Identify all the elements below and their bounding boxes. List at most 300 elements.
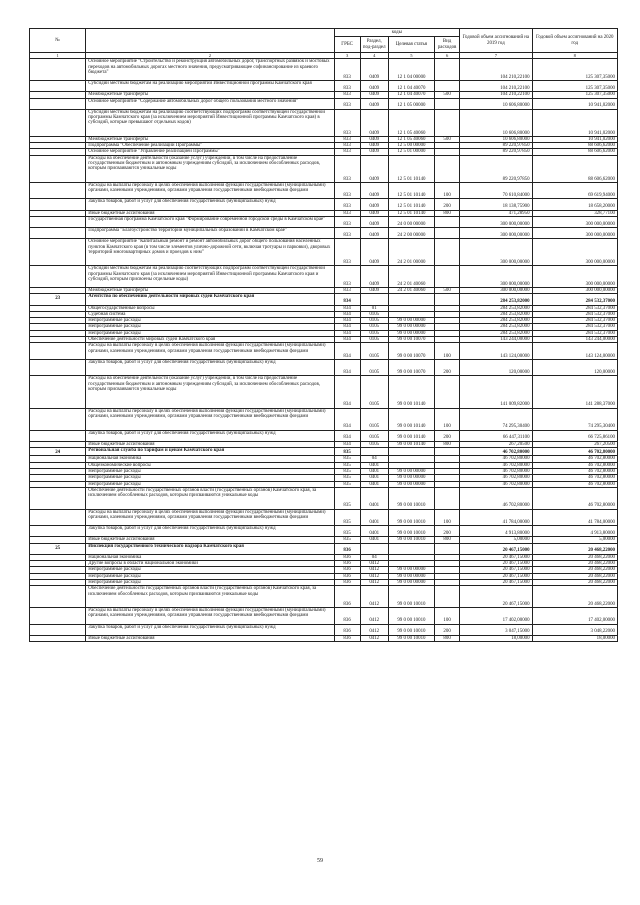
row-vol2019: 89 220,97850 <box>460 155 532 182</box>
row-vol2019: 471,28950 <box>460 210 532 216</box>
row-razdel: 0409 <box>360 143 388 149</box>
row-grbs: 836 <box>334 579 360 585</box>
row-vid: 200 <box>435 199 460 210</box>
row-razdel: 0105 <box>360 408 388 430</box>
table-row <box>30 408 618 430</box>
row-csr: 99 0 00 10140 <box>388 408 434 430</box>
row-csr: 24 0 00 00000 <box>388 216 434 227</box>
row-vol2020: 267,20500 <box>532 441 617 447</box>
row-name: Непрограммные расходы <box>86 579 334 585</box>
row-vol2020: 46 702,80000 <box>532 448 617 456</box>
row-vid <box>435 239 460 266</box>
row-grbs: 835 <box>334 481 360 487</box>
row-razdel: 0409 <box>360 136 388 142</box>
row-csr: 99 0 00 10140 <box>388 376 434 408</box>
table-row <box>30 376 618 408</box>
row-index <box>30 98 86 109</box>
header-num: № <box>30 29 86 53</box>
row-name: Национальная экономика <box>86 456 334 462</box>
budget-table <box>29 28 618 642</box>
row-csr: 99 0 00 10010 <box>388 537 434 543</box>
row-vid <box>435 109 460 136</box>
table-row <box>30 155 618 182</box>
row-vid <box>435 59 460 81</box>
row-razdel: 0401 <box>360 537 388 543</box>
row-vid <box>435 376 460 408</box>
row-razdel: 0105 <box>360 441 388 447</box>
row-vol2019: 284 253,82000 <box>460 294 532 305</box>
row-razdel: 0412 <box>360 586 388 608</box>
row-vid: 800 <box>435 635 460 641</box>
row-csr: 24 2 01 40060 <box>388 266 434 288</box>
row-name: Иные бюджетные ассигнования <box>86 210 334 216</box>
row-vol2019: 300 000,00000 <box>460 228 532 239</box>
row-razdel: 0105 <box>360 318 388 324</box>
row-razdel: 0409 <box>360 199 388 210</box>
row-grbs: 836 <box>334 573 360 579</box>
table-row <box>30 448 618 456</box>
row-razdel: 0409 <box>360 81 388 92</box>
row-razdel: 0409 <box>360 210 388 216</box>
row-vid: 100 <box>435 343 460 360</box>
row-vol2019: 300 000,00000 <box>460 288 532 294</box>
row-csr <box>388 543 434 554</box>
row-vol2019: 120,00000 <box>460 359 532 376</box>
row-vol2020: 17 402,00000 <box>532 608 617 625</box>
row-name: Расходы на обеспечение деятельности (оказание услуг) учреждений, в том числе на предоставление государственным бюджетным и автономным учреждениям субсидий, за исключением обособленных расходов, которым присваиваются уникальные коды <box>86 376 334 408</box>
row-name: Агентство по обеспечению деятельности мировых судей Камчатского края <box>86 294 334 305</box>
row-vol2019: 267,20500 <box>460 441 532 447</box>
row-vol2020: 143 244,00000 <box>532 337 617 343</box>
row-index: 25 <box>30 543 86 554</box>
row-razdel: 0412 <box>360 573 388 579</box>
row-name: Обеспечение деятельности государственных органов власти (государственных органов) Камчатского края, за исключением обособленных расходов, которым присваиваются уникальные коды <box>86 586 334 608</box>
row-name: Национальная экономика <box>86 554 334 560</box>
row-razdel: 0409 <box>360 109 388 136</box>
row-grbs: 836 <box>334 635 360 641</box>
row-razdel: 04 <box>360 554 388 560</box>
row-csr: 99 0 00 10140 <box>388 441 434 447</box>
row-grbs: 833 <box>334 98 360 109</box>
row-razdel: 0409 <box>360 98 388 109</box>
row-csr: 12 5 01 10140 <box>388 210 434 216</box>
row-vid <box>435 266 460 288</box>
row-vol2020: 20 468,22000 <box>532 543 617 554</box>
row-index <box>30 487 86 509</box>
col-num-1: 1 <box>30 53 86 59</box>
row-index <box>30 359 86 376</box>
row-grbs: 835 <box>334 537 360 543</box>
row-csr: 24 2 00 00000 <box>388 228 434 239</box>
row-vol2020: 284 532,37000 <box>532 294 617 305</box>
row-name: Обеспечение деятельности государственных органов власти (государственных органов) Камчатского края, за исключением обособленных расходов, которым присваиваются уникальные коды <box>86 487 334 509</box>
col-num-7: 7 <box>460 53 532 59</box>
table-row <box>30 608 618 625</box>
row-vol2020: 5,00000 <box>532 537 617 543</box>
row-vol2020: 284 532,37000 <box>532 324 617 330</box>
row-name: Закупка товаров, работ и услуг для обеспечения государственных (муниципальных) нужд <box>86 624 334 635</box>
row-vol2019: 300 000,00000 <box>460 216 532 227</box>
table-row <box>30 266 618 288</box>
row-razdel: 0412 <box>360 624 388 635</box>
row-grbs: 834 <box>334 294 360 305</box>
row-csr: 99 0 00 10070 <box>388 337 434 343</box>
col-num-8: 8 <box>532 53 617 59</box>
row-vid <box>435 487 460 509</box>
row-grbs: 833 <box>334 228 360 239</box>
row-vid: 200 <box>435 624 460 635</box>
row-grbs: 834 <box>334 324 360 330</box>
table-row <box>30 430 618 441</box>
row-vol2020: 46 702,80000 <box>532 481 617 487</box>
row-vol2019: 20 467,15000 <box>460 561 532 567</box>
table-row <box>30 624 618 635</box>
row-csr: 12 5 01 10140 <box>388 155 434 182</box>
row-vol2020: 143 124,00000 <box>532 343 617 360</box>
row-name: Судебная система <box>86 311 334 317</box>
row-grbs: 833 <box>334 59 360 81</box>
row-vol2020: 88 606,62000 <box>532 149 617 155</box>
row-grbs: 834 <box>334 330 360 336</box>
row-vol2019: 3 047,15000 <box>460 624 532 635</box>
row-grbs: 834 <box>334 359 360 376</box>
row-vol2019: 20 467,15000 <box>460 567 532 573</box>
row-grbs: 836 <box>334 554 360 560</box>
row-razdel: 0105 <box>360 359 388 376</box>
row-index <box>30 216 86 227</box>
row-name: Закупка товаров, работ и услуг для обеспечения государственных (муниципальных) нужд <box>86 359 334 376</box>
table-row <box>30 509 618 526</box>
row-csr: 99 0 00 10010 <box>388 586 434 608</box>
row-name: Закупка товаров, работ и услуг для обеспечения государственных (муниципальных) нужд <box>86 430 334 441</box>
header-codes: коды <box>334 29 460 37</box>
row-vid <box>435 448 460 456</box>
row-vid: 100 <box>435 509 460 526</box>
row-grbs: 833 <box>334 210 360 216</box>
row-razdel: 0409 <box>360 92 388 98</box>
row-razdel: 0105 <box>360 376 388 408</box>
row-csr <box>388 448 434 456</box>
row-vid: 200 <box>435 430 460 441</box>
row-name: Инспекция государственного технического надзора Камчатского края <box>86 543 334 554</box>
row-vol2020: 88 606,62000 <box>532 155 617 182</box>
row-csr: 99 0 00 10010 <box>388 526 434 537</box>
row-index <box>30 586 86 608</box>
row-vol2019: 89 220,97850 <box>460 143 532 149</box>
table-row <box>30 359 618 376</box>
row-name: Общеэкономические вопросы <box>86 462 334 468</box>
row-grbs: 834 <box>334 430 360 441</box>
row-name: Непрограммные расходы <box>86 324 334 330</box>
row-vol2020: 20 468,22000 <box>532 567 617 573</box>
row-razdel: 0105 <box>360 337 388 343</box>
row-vol2019: 46 702,80000 <box>460 487 532 509</box>
row-razdel: 0401 <box>360 526 388 537</box>
row-vid: 500 <box>435 92 460 98</box>
row-vol2019: 17 402,00000 <box>460 608 532 625</box>
row-name: Субсидии местным бюджетам на реализацию мероприятий Инвестиционной программы Камчатского края <box>86 81 334 92</box>
row-csr: 99 0 00 10010 <box>388 608 434 625</box>
row-name: Подпрограмма "Обеспечение реализации Программы" <box>86 143 334 149</box>
row-vol2020: 125 307,35000 <box>532 81 617 92</box>
table-row <box>30 543 618 554</box>
table-body <box>30 59 618 642</box>
row-name: Подпрограмма "Благоустройство территорий муниципальных образований в Камчатском крае" <box>86 228 334 239</box>
row-vol2019: 18 138,75900 <box>460 199 532 210</box>
row-vid: 800 <box>435 537 460 543</box>
row-vol2019: 20 467,15000 <box>460 554 532 560</box>
row-vol2020: 300 000,00000 <box>532 216 617 227</box>
row-vid: 200 <box>435 359 460 376</box>
row-grbs: 835 <box>334 448 360 456</box>
row-index <box>30 343 86 360</box>
row-vol2019: 46 702,80000 <box>460 462 532 468</box>
table-row <box>30 586 618 608</box>
row-name: Межбюджетные трансферты <box>86 92 334 98</box>
row-name: Непрограммные расходы <box>86 468 334 474</box>
row-vol2019: 5,00000 <box>460 537 532 543</box>
row-csr: 12 5 01 10140 <box>388 182 434 199</box>
row-index <box>30 608 86 625</box>
row-grbs: 833 <box>334 199 360 210</box>
row-vid <box>435 81 460 92</box>
row-index <box>30 376 86 408</box>
row-razdel: 0412 <box>360 579 388 585</box>
row-name: Основное мероприятие "Капитальный ремонт и ремонт автомобильных дорог общего пользования населенных пунктов Камчатского края (в том числе элементов улично-дорожной сети, включая тротуары и парковки), дворовых территорий многоквартирных домов и проездов к ним" <box>86 239 334 266</box>
row-name: Расходы на выплаты персоналу в целях обеспечения выполнения функций государственными (муниципальными) органами, казенными учреждениями, органами управления государственными внебюджетными фондами <box>86 509 334 526</box>
row-vol2019: 284 253,82000 <box>460 318 532 324</box>
budget-table-sheet <box>29 28 618 642</box>
row-vol2020: 3 048,22000 <box>532 624 617 635</box>
row-vol2019: 66 447,31100 <box>460 430 532 441</box>
row-vol2020: 120,00000 <box>532 359 617 376</box>
row-name: Непрограммные расходы <box>86 475 334 481</box>
table-row <box>30 81 618 92</box>
row-vol2020: 74 295,30400 <box>532 408 617 430</box>
row-name: Государственная программа Камчатского края "Формирование современной городской среды в Камчатском крае" <box>86 216 334 227</box>
table-row <box>30 182 618 199</box>
row-vol2020: 300 000,00000 <box>532 228 617 239</box>
row-index <box>30 408 86 430</box>
row-grbs: 833 <box>334 92 360 98</box>
row-vol2019: 46 702,80000 <box>460 448 532 456</box>
row-razdel: 0412 <box>360 567 388 573</box>
row-vol2020: 300 000,00000 <box>532 288 617 294</box>
row-vol2020: 141 288,37000 <box>532 376 617 408</box>
row-vol2019: 104 210,22100 <box>460 81 532 92</box>
row-name: Непрограммные расходы <box>86 330 334 336</box>
row-index <box>30 635 86 641</box>
row-csr: 12 1 05 40060 <box>388 109 434 136</box>
row-grbs: 835 <box>334 475 360 481</box>
row-vol2020: 46 702,80000 <box>532 468 617 474</box>
header-vol2020: Годовой объем ассигнований на 2020 год <box>532 29 617 53</box>
row-vol2019: 4 913,80000 <box>460 526 532 537</box>
row-name: Основное мероприятие "Содержание автомобильных дорог общего пользования местного значения" <box>86 98 334 109</box>
row-vid <box>435 586 460 608</box>
col-num-4: 4 <box>360 53 388 59</box>
row-razdel <box>360 294 388 305</box>
col-num-3: 3 <box>334 53 360 59</box>
row-vol2019: 46 702,80000 <box>460 468 532 474</box>
row-vol2020: 20 468,22000 <box>532 573 617 579</box>
row-grbs: 836 <box>334 561 360 567</box>
row-grbs: 835 <box>334 456 360 462</box>
row-razdel: 0105 <box>360 324 388 330</box>
table-row <box>30 109 618 136</box>
row-vol2019: 46 702,80000 <box>460 475 532 481</box>
row-csr: 99 0 00 00000 <box>388 579 434 585</box>
row-razdel: 0409 <box>360 266 388 288</box>
row-name: Закупка товаров, работ и услуг для обеспечения государственных (муниципальных) нужд <box>86 526 334 537</box>
row-csr: 99 0 00 00000 <box>388 481 434 487</box>
row-index <box>30 228 86 239</box>
row-grbs: 833 <box>334 143 360 149</box>
row-csr: 99 0 00 00000 <box>388 324 434 330</box>
row-grbs: 834 <box>334 441 360 447</box>
row-csr: 12 1 04 00000 <box>388 59 434 81</box>
row-grbs: 835 <box>334 462 360 468</box>
row-index <box>30 239 86 266</box>
row-vid <box>435 294 460 305</box>
row-name: Иные бюджетные ассигнования <box>86 537 334 543</box>
row-name: Непрограммные расходы <box>86 318 334 324</box>
row-index <box>30 430 86 441</box>
header-grbs: ГРБС <box>334 37 360 53</box>
row-razdel <box>360 448 388 456</box>
row-name: Иные бюджетные ассигнования <box>86 441 334 447</box>
row-csr: 99 0 00 00000 <box>388 468 434 474</box>
row-csr: 99 0 00 10010 <box>388 635 434 641</box>
row-razdel: 0412 <box>360 635 388 641</box>
row-index <box>30 81 86 92</box>
row-index <box>30 526 86 537</box>
row-csr <box>388 294 434 305</box>
row-razdel: 04 <box>360 456 388 462</box>
row-vol2019: 104 210,22100 <box>460 92 532 98</box>
row-csr: 99 0 00 00000 <box>388 475 434 481</box>
row-index <box>30 182 86 199</box>
row-razdel: 0409 <box>360 59 388 81</box>
row-vol2019: 41 784,00000 <box>460 509 532 526</box>
row-csr: 12 1 04 40070 <box>388 81 434 92</box>
row-vol2020: 20 468,22000 <box>532 579 617 585</box>
row-name: Межбюджетные трансферты <box>86 288 334 294</box>
header-vid: Вид расходов <box>435 37 460 53</box>
row-grbs: 835 <box>334 526 360 537</box>
row-vol2020: 284 532,37000 <box>532 330 617 336</box>
row-name: Субсидии местным бюджетам на реализацию соответствующих подпрограмм соответствующей государственной программы Камчатского края (за исключением мероприятий Инвестиционной программы Камчатского края и субсидий, которым присвоены отдельные коды) <box>86 266 334 288</box>
table-row <box>30 199 618 210</box>
row-vid: 800 <box>435 210 460 216</box>
row-csr: 24 2 01 00000 <box>388 239 434 266</box>
row-csr: 99 0 00 00000 <box>388 567 434 573</box>
row-name: Непрограммные расходы <box>86 481 334 487</box>
row-csr: 99 0 00 10070 <box>388 343 434 360</box>
row-vol2019: 143 244,00000 <box>460 337 532 343</box>
row-vol2019: 300 000,00000 <box>460 239 532 266</box>
row-name: Расходы на выплаты персоналу в целях обеспечения выполнения функций государственными (муниципальными) органами, казенными учреждениями, органами управления государственными внебюджетными фондами <box>86 182 334 199</box>
row-razdel: 0401 <box>360 509 388 526</box>
row-name: Субсидии местным бюджетам на реализацию соответствующих подпрограмм соответствующей государственной программы Камчатского края (за исключением мероприятий Инвестиционной программы Камчатского края) в субсидий, которые превышают отдельных кодов) <box>86 109 334 136</box>
table-row <box>30 526 618 537</box>
row-grbs: 834 <box>334 408 360 430</box>
row-grbs: 834 <box>334 305 360 311</box>
row-vol2019: 20 467,15000 <box>460 586 532 608</box>
row-index <box>30 155 86 182</box>
row-vol2020: 20 468,22000 <box>532 561 617 567</box>
row-vid: 100 <box>435 408 460 430</box>
row-grbs: 836 <box>334 624 360 635</box>
row-csr: 99 0 00 10140 <box>388 430 434 441</box>
row-razdel: 0409 <box>360 239 388 266</box>
table-row <box>30 343 618 360</box>
row-grbs: 833 <box>334 81 360 92</box>
col-num-6: 6 <box>435 53 460 59</box>
row-name: Непрограммные расходы <box>86 567 334 573</box>
row-vol2019: 300 000,00000 <box>460 266 532 288</box>
row-vol2019: 284 253,82000 <box>460 311 532 317</box>
row-vol2020: 46 702,80000 <box>532 462 617 468</box>
row-vol2019: 10 606,80000 <box>460 98 532 109</box>
row-vol2020: 69 619,94000 <box>532 182 617 199</box>
row-name: Общегосударственные вопросы <box>86 305 334 311</box>
row-razdel: 0401 <box>360 475 388 481</box>
row-razdel: 01 <box>360 305 388 311</box>
row-vol2020: 284 532,37000 <box>532 305 617 311</box>
row-razdel: 0409 <box>360 288 388 294</box>
row-name: Иные бюджетные ассигнования <box>86 635 334 641</box>
row-grbs: 835 <box>334 468 360 474</box>
row-index <box>30 59 86 81</box>
row-grbs: 835 <box>334 509 360 526</box>
row-index <box>30 199 86 210</box>
col-num-2: 2 <box>86 53 334 59</box>
row-vol2020: 125 307,35000 <box>532 59 617 81</box>
header-csr: Целевая статья <box>388 37 434 53</box>
row-name: Обеспечение деятельности мировых судей Камчатского края <box>86 337 334 343</box>
row-vol2019: 284 253,82000 <box>460 324 532 330</box>
row-razdel: 0409 <box>360 228 388 239</box>
row-vol2020: 18,00000 <box>532 635 617 641</box>
row-vol2020: 10 941,02000 <box>532 98 617 109</box>
table-row <box>30 239 618 266</box>
row-razdel: 0401 <box>360 468 388 474</box>
row-vol2019: 18,00000 <box>460 635 532 641</box>
row-name: Непрограммные расходы <box>86 573 334 579</box>
row-grbs: 833 <box>334 288 360 294</box>
row-name: Основное мероприятие "Управление реализацией Программы" <box>86 149 334 155</box>
header-razdel: Раздел, под-раздел <box>360 37 388 53</box>
row-csr: 99 0 00 00000 <box>388 330 434 336</box>
row-vid <box>435 543 460 554</box>
row-csr: 99 0 00 10010 <box>388 509 434 526</box>
row-csr: 99 0 00 10010 <box>388 487 434 509</box>
row-name: Расходы на выплаты персоналу в целях обеспечения выполнения функций государственными (муниципальными) органами, казенными учреждениями, органами управления государственными внебюджетными фондами <box>86 408 334 430</box>
row-razdel: 0409 <box>360 149 388 155</box>
row-razdel: 0409 <box>360 155 388 182</box>
row-vol2020: 46 702,80000 <box>532 487 617 509</box>
table-row <box>30 294 618 305</box>
row-index <box>30 509 86 526</box>
row-vol2020: 88 606,62000 <box>532 143 617 149</box>
header-vol2019: Годовой объем ассигнований на 2019 год <box>460 29 532 53</box>
row-name: Расходы на выплаты персоналу в целях обеспечения выполнения функций государственными (муниципальными) органами, казенными учреждениями, органами управления государственными внебюджетными фондами <box>86 608 334 625</box>
row-index <box>30 266 86 288</box>
row-razdel: 0105 <box>360 430 388 441</box>
row-name: Другие вопросы в области национальной экономики <box>86 561 334 567</box>
table-row <box>30 98 618 109</box>
